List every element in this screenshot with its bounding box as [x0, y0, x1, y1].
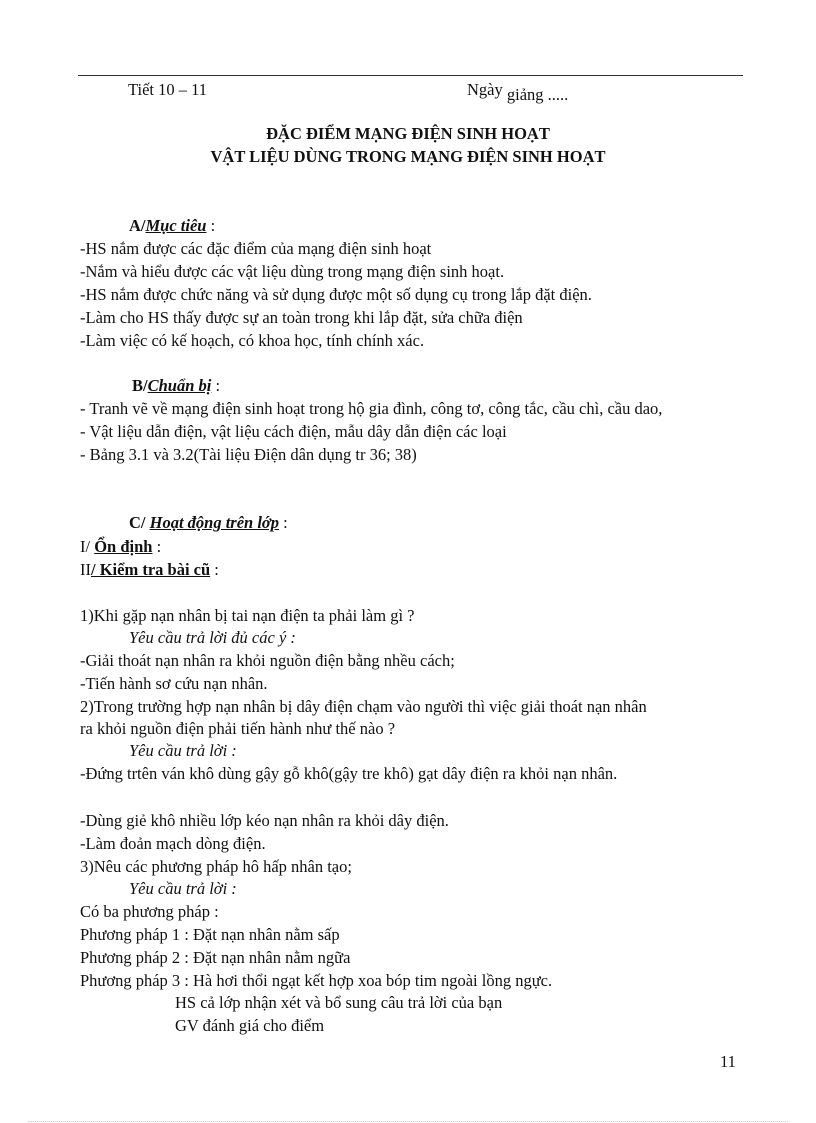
objective-item-1: -HS nắm được các đặc điểm của mạng điện sinh hoạt [80, 239, 432, 258]
class-review-note: HS cả lớp nhận xét và bổ sung câu trả lời của bạn [175, 993, 503, 1012]
objective-item-3: -HS nắm được chức năng và sử dụng được một số dụng cụ trong lắp đặt điện. [80, 285, 592, 304]
subsection-review: II/ Kiểm tra bài cũ : [80, 560, 219, 579]
subsection-stabilize-label: Ổn định [94, 537, 153, 556]
question-3: 3)Nêu các phương pháp hô hấp nhân tạo; [80, 857, 352, 876]
page-number: 11 [720, 1052, 736, 1071]
date-label [467, 80, 569, 104]
objective-item-4: -Làm cho HS thấy được sự an toàn trong khi lắp đặt, sửa chữa điện [80, 308, 523, 327]
question-1: 1)Khi gặp nạn nhân bị tai nạn điện ta phải làm gì ? [80, 606, 415, 625]
objective-item-2: -Nắm và hiểu được các vật liệu dùng trong mạng điện sinh hoạt. [80, 262, 505, 281]
subsection-stabilize: I/ Ổn định : [80, 537, 162, 556]
section-b-heading: B/Chuẩn bị : [132, 376, 221, 395]
question-1-answer-2: -Tiến hành sơ cứu nạn nhân. [80, 674, 268, 693]
section-c-heading: C/ Hoạt động trên lớp : [129, 513, 288, 532]
objective-item-5: -Làm việc có kế hoạch, có khoa học, tính chính xác. [80, 331, 425, 350]
question-2-requirement: Yêu cầu trả lời : [129, 741, 237, 760]
question-3-answer-intro: Có ba phương pháp : [80, 902, 219, 921]
lesson-label: Tiết 10 – 11 [128, 80, 208, 99]
section-a-label: Mục tiêu [145, 216, 207, 235]
question-3-requirement: Yêu cầu trả lời : [129, 879, 237, 898]
prep-item-2: - Vật liệu dẫn điện, vật liệu cách điện, mẫu dây dẫn điện các loại [80, 422, 507, 441]
question-2-answer-3: -Làm đoản mạch dòng điện. [80, 834, 266, 853]
question-3-method-1: Phương pháp 1 : Đặt nạn nhân nằm sấp [80, 925, 340, 944]
question-3-method-3: Phương pháp 3 : Hà hơi thổi ngạt kết hợp xoa bóp tim ngoài lồng ngực. [80, 971, 553, 990]
section-a-heading: A/Mục tiêu : [129, 216, 216, 235]
page-title-line2: VẬT LIỆU DÙNG TRONG MẠNG ĐIỆN SINH HOẠT [210, 147, 606, 166]
subsection-review-label: / Kiểm tra bài cũ [91, 560, 211, 579]
teacher-grading-note: GV đánh giá cho điểm [175, 1016, 325, 1035]
prep-item-3: - Bảng 3.1 và 3.2(Tài liệu Điện dân dụng tr 36; 38) [80, 445, 417, 464]
header-rule [78, 75, 743, 76]
question-3-method-2: Phương pháp 2 : Đặt nạn nhân nằm ngữa [80, 948, 351, 967]
footer-dotted-rule [28, 1121, 788, 1122]
date-word-ngay: Ngày [467, 80, 503, 99]
date-word-giang: giảng ..... [506, 85, 569, 104]
question-1-requirement: Yêu cầu trả lời đủ các ý : [129, 628, 296, 647]
section-b-label: Chuẩn bị [147, 376, 212, 395]
question-2-answer-1: -Đứng trtên ván khô dùng gậy gỗ khô(gậy tre khô) gạt dây điện ra khỏi nạn nhân. [80, 764, 618, 783]
question-1-answer-1: -Giải thoát nạn nhân ra khỏi nguồn điện bằng nhều cách; [80, 651, 455, 670]
question-2-answer-2: -Dùng giẻ khô nhiều lớp kéo nạn nhân ra khỏi dây điện. [80, 811, 449, 830]
question-2-line-2: ra khỏi nguồn điện phải tiến hành như thế nào ? [80, 719, 396, 738]
page-title-line1: ĐẶC ĐIỂM MẠNG ĐIỆN SINH HOẠT [266, 124, 550, 143]
section-c-label: Hoạt động trên lớp [149, 513, 280, 532]
prep-item-1: - Tranh vẽ về mạng điện sinh hoạt trong hộ gia đình, công tơ, công tắc, cầu chì, cầu dao, [80, 399, 663, 418]
question-2-line-1: 2)Trong trường hợp nạn nhân bị dây điện chạm vào người thì việc giải thoát nạn nhân [80, 697, 647, 716]
